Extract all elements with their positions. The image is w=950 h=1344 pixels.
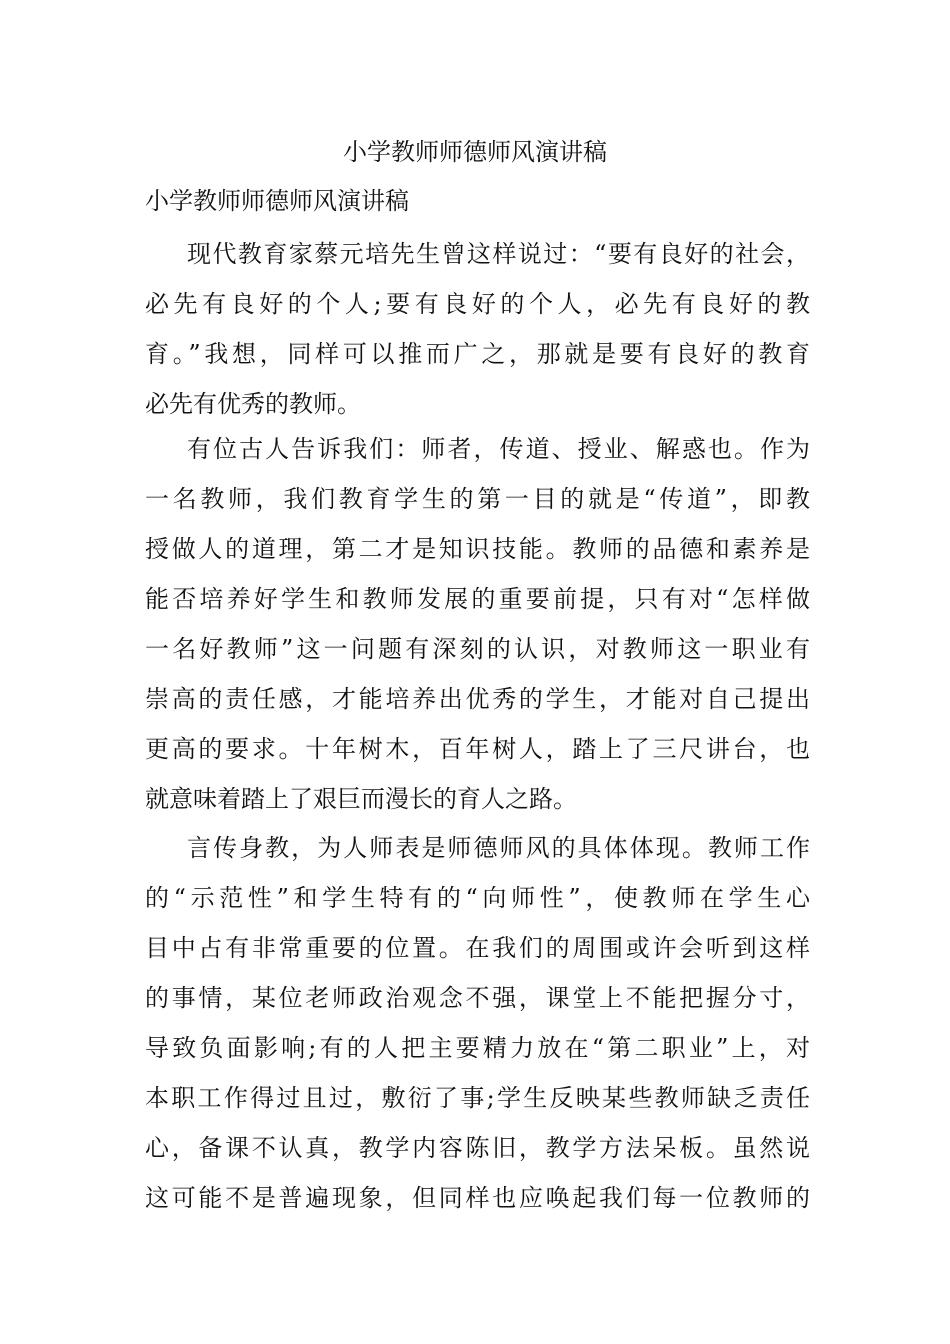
paragraph-3 [145, 823, 810, 1223]
paragraph-1 [145, 229, 810, 429]
paragraph-line: 有位古人告诉我们：师者，传道、授业、解惑也。作为 [187, 435, 810, 463]
document-subtitle: 小学教师师德师风演讲稿 [145, 187, 409, 215]
paragraph-line: 的事情，某位老师政治观念不强，课堂上不能把握分寸， [145, 984, 810, 1012]
paragraph-line: 现代教育家蔡元培先生曾这样说过：“要有良好的社会， [187, 240, 810, 268]
paragraph-line: 言传身教，为人师表是师德师风的具体体现。教师工作 [187, 834, 810, 862]
paragraph-line: 目中占有非常重要的位置。在我们的周围或许会听到这样 [145, 934, 810, 962]
paragraph-line: 更高的要求。十年树木，百年树人，踏上了三尺讲台，也 [145, 735, 810, 763]
paragraph-line: 崇高的责任感，才能培养出优秀的学生，才能对自己提出 [145, 685, 810, 713]
paragraph-line: 育。”我想，同样可以推而广之，那就是要有良好的教育 [145, 340, 810, 368]
paragraph-line: 能否培养好学生和教师发展的重要前提，只有对“怎样做 [145, 585, 810, 613]
paragraph-line: 一名教师，我们教育学生的第一目的就是“传道”，即教 [145, 485, 810, 513]
paragraph-2 [145, 424, 810, 824]
paragraph-line: 必先有优秀的教师。 [145, 390, 361, 418]
paragraph-line: 这可能不是普遍现象，但同样也应唤起我们每一位教师的 [145, 1184, 810, 1212]
paragraph-line: 必先有良好的个人;要有良好的个人，必先有良好的教 [145, 290, 810, 318]
paragraph-line: 一名好教师”这一问题有深刻的认识，对教师这一职业有 [145, 635, 810, 663]
paragraph-line: 心，备课不认真，教学内容陈旧，教学方法呆板。虽然说 [145, 1134, 810, 1162]
paragraph-line: 的“示范性”和学生特有的“向师性”，使教师在学生心 [145, 884, 810, 912]
document-title: 小学教师师德师风演讲稿 [343, 138, 607, 166]
paragraph-line: 本职工作得过且过，敷衍了事;学生反映某些教师缺乏责任 [145, 1084, 810, 1112]
paragraph-line: 授做人的道理，第二才是知识技能。教师的品德和素养是 [145, 535, 810, 563]
paragraph-line: 导致负面影响;有的人把主要精力放在“第二职业”上，对 [145, 1034, 810, 1062]
paragraph-line: 就意味着踏上了艰巨而漫长的育人之路。 [145, 785, 577, 813]
